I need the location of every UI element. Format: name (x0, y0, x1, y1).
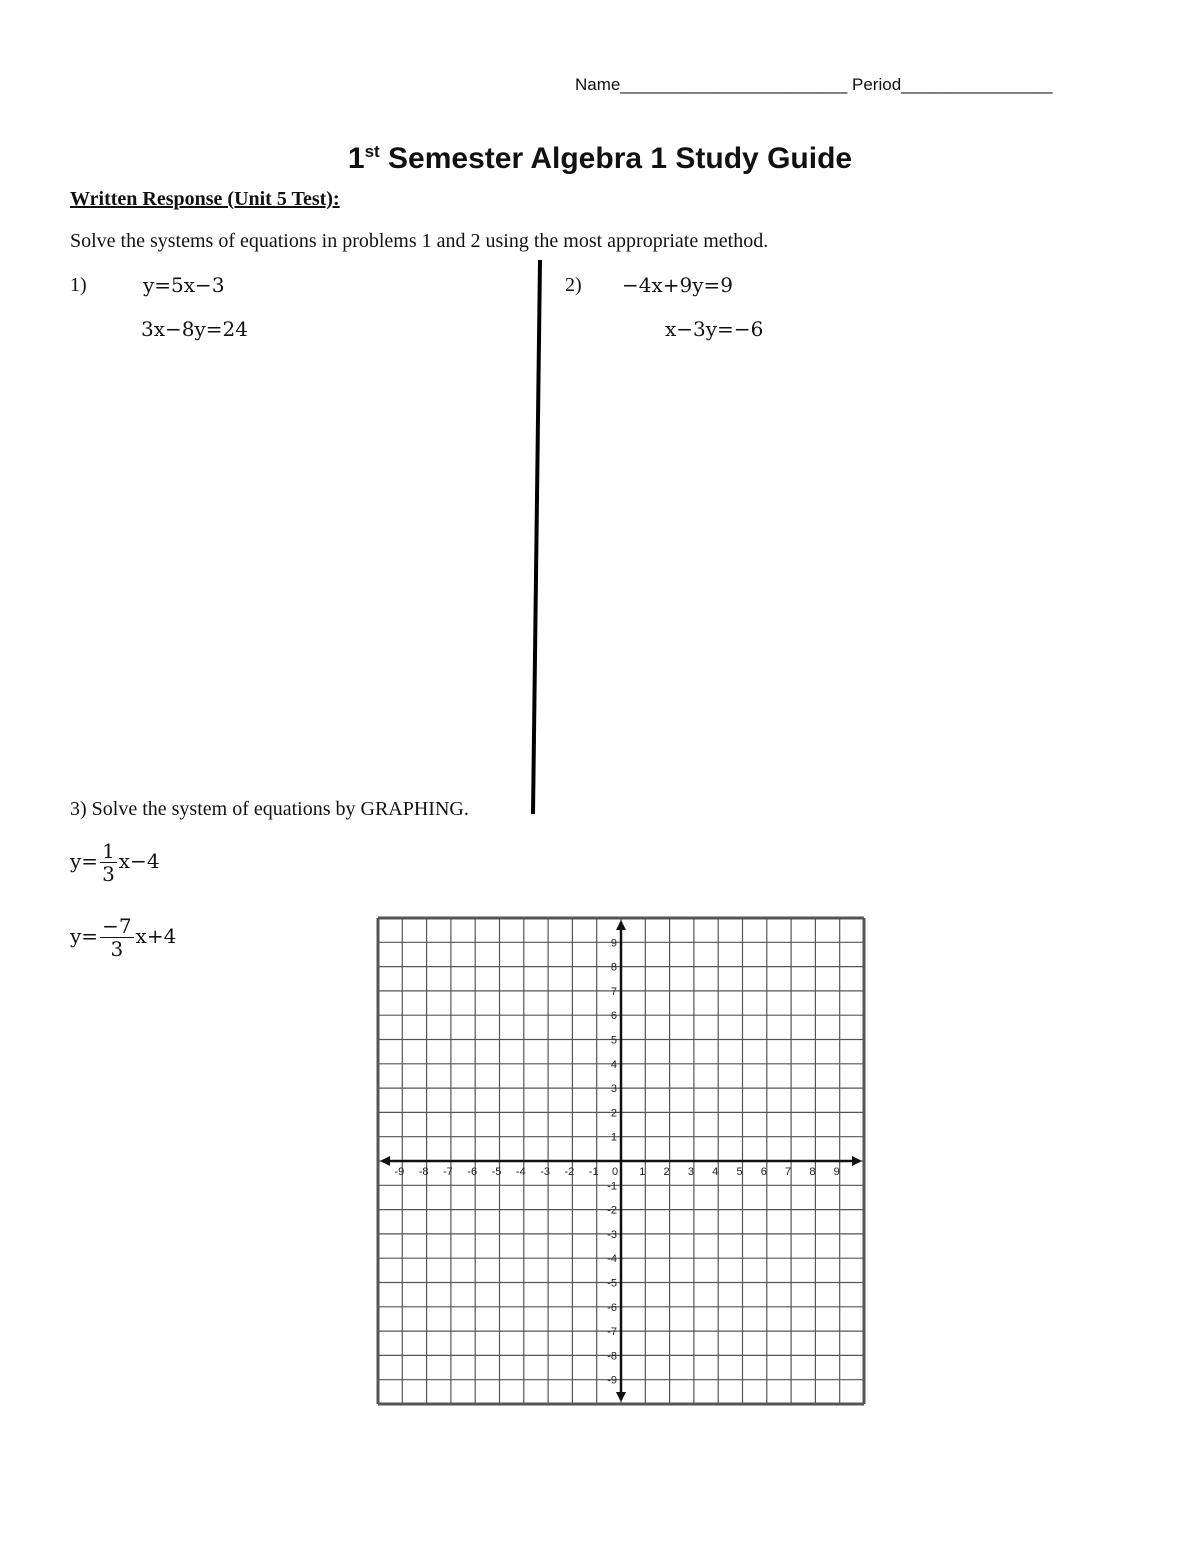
y-axis-bottom-arrow (616, 1392, 626, 1402)
problem-1-equation-1: y=5x−3 (143, 273, 225, 297)
y-tick-label: 5 (610, 1034, 617, 1047)
y-tick-label: 2 (610, 1107, 617, 1120)
y-tick-label: -2 (607, 1204, 617, 1217)
x-axis-tick-labels (394, 1166, 839, 1178)
problem-2-equation-2: x−3y=−6 (665, 317, 764, 341)
period-blank: ________________ (901, 75, 1053, 94)
y-tick-label: -6 (607, 1301, 617, 1314)
eq1-rest: x−4 (118, 849, 160, 873)
axes (380, 920, 862, 1402)
y-tick-label: 1 (610, 1131, 617, 1144)
problem-1-number: 1) (70, 274, 87, 296)
eq1-fraction (100, 840, 117, 885)
problem-divider-line (525, 258, 549, 818)
y-tick-label: 9 (610, 937, 617, 950)
y-tick-label: -5 (607, 1277, 617, 1290)
page-title (0, 142, 1200, 176)
eq2-denominator: 3 (110, 937, 124, 961)
eq1-denominator: 3 (102, 862, 115, 886)
name-label: Name (575, 75, 621, 94)
y-tick-label: -3 (607, 1228, 617, 1241)
y-tick-label: 3 (610, 1083, 617, 1096)
eq2-lhs: y= (70, 924, 99, 948)
x-tick-label: -5 (491, 1166, 502, 1178)
x-tick-label: 8 (809, 1166, 816, 1178)
problem-3-prompt: 3) Solve the system of equations by GRAPHING. (70, 798, 469, 820)
y-tick-label: -1 (607, 1180, 617, 1193)
eq2-rest: x+4 (135, 924, 177, 948)
x-tick-label: 4 (712, 1166, 719, 1178)
x-tick-label: 0 (611, 1166, 619, 1178)
header-line (575, 75, 1052, 95)
x-tick-label: -4 (515, 1166, 526, 1178)
name-blank: ________________________ (620, 75, 848, 94)
y-axis-top-arrow (616, 920, 626, 930)
x-tick-label: -3 (540, 1166, 550, 1178)
problem-3-equation-2 (70, 915, 176, 960)
y-tick-label: 8 (610, 961, 617, 974)
x-tick-label: 1 (639, 1166, 646, 1178)
instructions: Solve the systems of equations in problems 1 and 2 using the most appropriate method. (70, 230, 769, 252)
title-text: Semester Algebra 1 Study Guide (388, 142, 853, 175)
y-tick-label: 4 (610, 1058, 617, 1071)
x-tick-label: 9 (833, 1166, 840, 1178)
title-ordinal: 1 (347, 142, 365, 175)
x-tick-label: 5 (736, 1166, 743, 1178)
y-tick-label: -4 (607, 1253, 617, 1266)
x-tick-label: 6 (760, 1166, 767, 1178)
x-axis-left-arrow (380, 1156, 390, 1166)
x-tick-label: -6 (467, 1166, 478, 1178)
y-tick-label: 7 (610, 985, 617, 998)
eq2-fraction (100, 915, 133, 960)
coordinate-grid[interactable] (376, 916, 866, 1406)
x-tick-label: -8 (418, 1166, 429, 1178)
x-tick-label: -7 (443, 1166, 453, 1178)
problem-2-equation-1: −4x+9y=9 (622, 273, 734, 297)
x-tick-label: 7 (785, 1166, 792, 1178)
y-tick-label: -9 (607, 1374, 617, 1387)
eq2-numerator: −7 (102, 914, 132, 938)
problem-2-number: 2) (565, 274, 582, 296)
eq1-numerator: 1 (102, 839, 115, 863)
problem-3-equation-1 (70, 840, 160, 885)
y-tick-label: -7 (607, 1326, 617, 1339)
y-tick-label: -8 (607, 1350, 617, 1363)
x-tick-label: -9 (394, 1166, 405, 1178)
x-tick-label: 3 (687, 1166, 694, 1178)
x-axis-right-arrow (852, 1156, 862, 1166)
title-ordinal-suffix: st (364, 142, 380, 161)
y-tick-label: 6 (610, 1010, 617, 1023)
x-tick-label: -2 (564, 1166, 575, 1178)
x-tick-label: 2 (663, 1166, 670, 1178)
section-heading: Written Response (Unit 5 Test): (70, 188, 340, 210)
eq1-lhs: y= (70, 849, 99, 873)
period-label: Period (852, 75, 902, 94)
x-tick-label: -1 (588, 1166, 599, 1178)
problem-1-equation-2: 3x−8y=24 (141, 317, 248, 341)
